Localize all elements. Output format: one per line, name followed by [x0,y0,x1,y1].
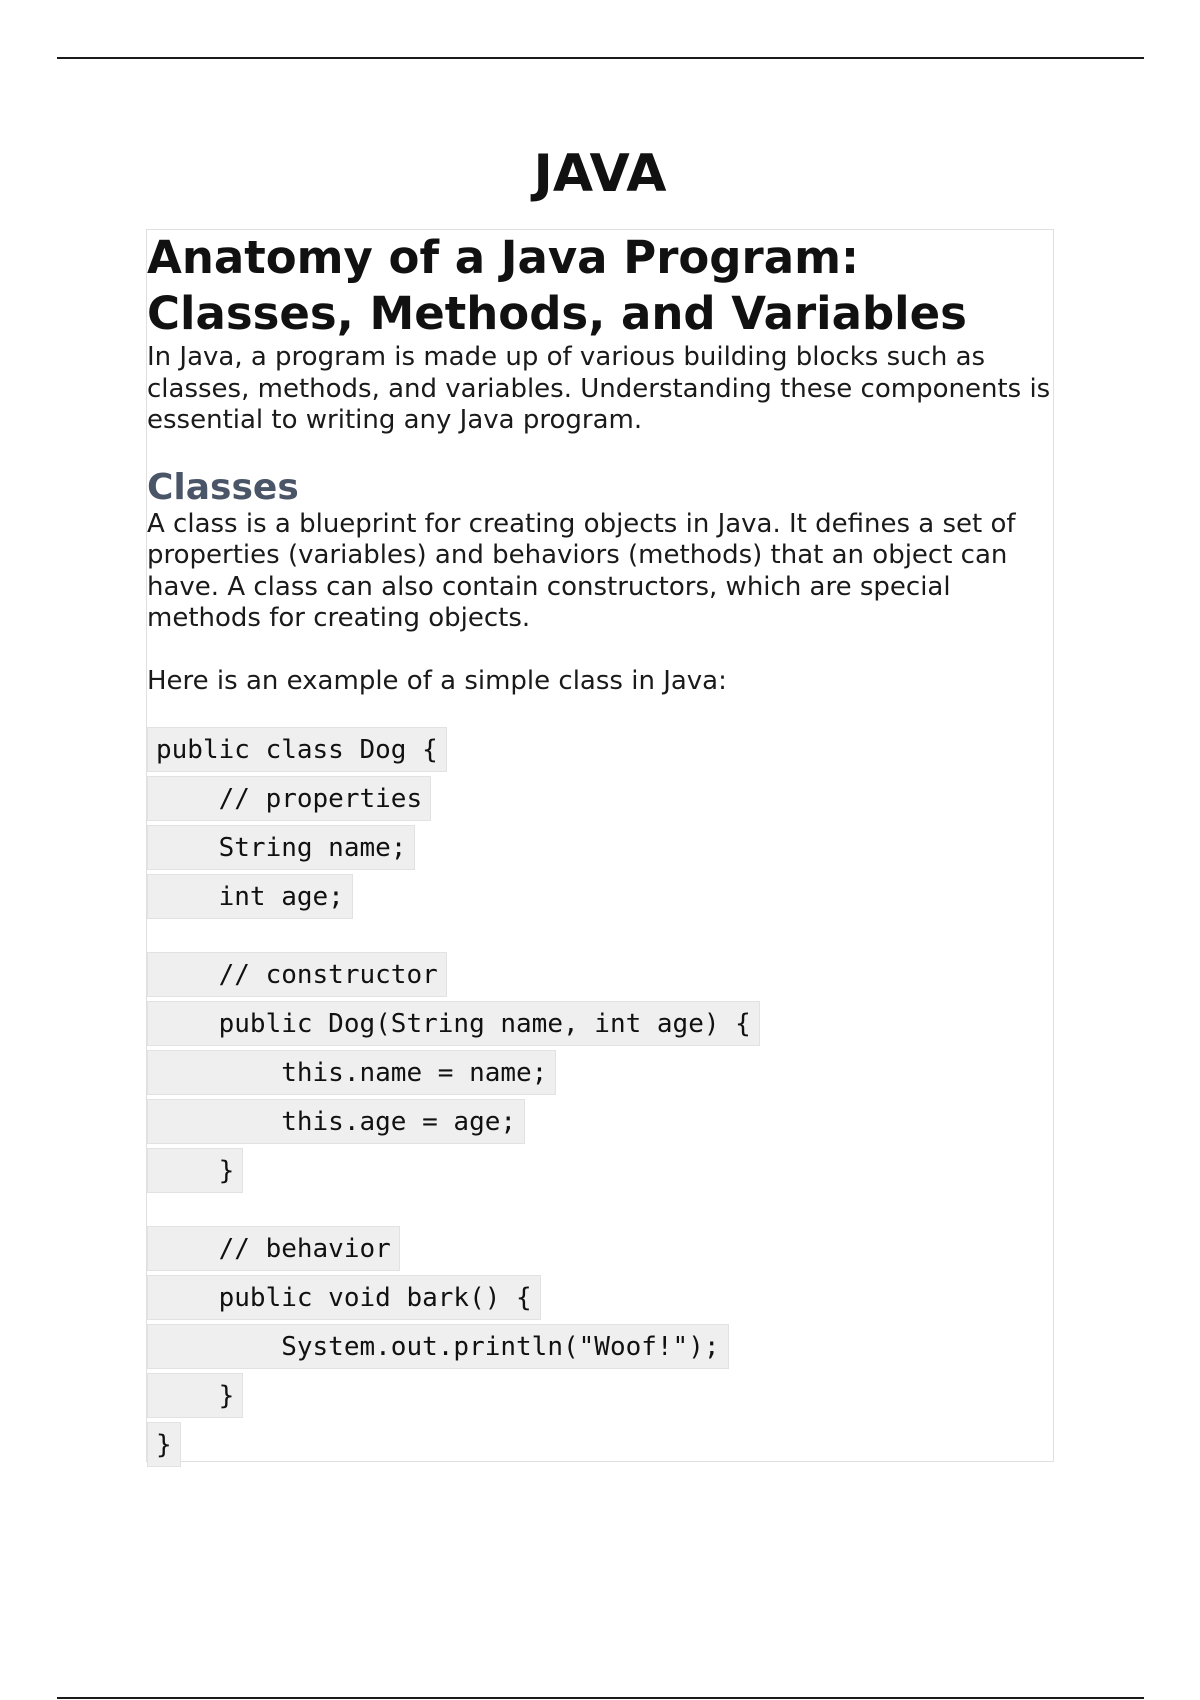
article-heading-line-2: Classes, Methods, and Variables [147,287,967,340]
code-line [147,874,1053,923]
section-heading-classes: Classes [147,466,299,508]
code-line-text: } [147,1148,243,1193]
document-title: JAVA [533,144,667,204]
code-line-text: this.name = name; [147,1050,556,1095]
example-intro: Here is an example of a simple class in Java: [147,665,727,696]
code-line [147,1422,1053,1471]
code-line-text: public void bark() { [147,1275,541,1320]
code-line-text: // behavior [147,1226,400,1271]
article-heading [147,230,1053,342]
code-line [147,1226,1053,1275]
code-line [147,727,1053,776]
code-line-text: System.out.println("Woof!"); [147,1324,729,1369]
classes-paragraph: A class is a blueprint for creating objects in Java. It defines a set of properties (variables) and behaviors (methods) that an object can have. A class can also contain constructors, which are special methods for creating objects. [147,508,1016,633]
code-line [147,1324,1053,1373]
code-line [147,1275,1053,1324]
code-line [147,1099,1053,1148]
code-line [147,952,1053,1001]
code-line-text: } [147,1373,243,1418]
intro-paragraph: In Java, a program is made up of various building blocks such as classes, methods, and variables. Understanding these components is essential to writing any Java program. [147,342,1051,435]
code-line-text: public Dog(String name, int age) { [147,1001,760,1046]
code-block [147,727,1053,1471]
code-line-text: } [147,1422,181,1467]
code-line [147,776,1053,825]
code-line [147,1197,1053,1226]
code-line [147,1001,1053,1050]
code-line [147,1050,1053,1099]
code-line [147,1148,1053,1197]
code-line-text: // constructor [147,952,447,997]
top-rule [57,57,1144,59]
code-line-text: this.age = age; [147,1099,525,1144]
bottom-rule [57,1697,1144,1699]
code-line-text: // properties [147,776,431,821]
code-line-text: int age; [147,874,353,919]
article-heading-line-1: Anatomy of a Java Program: [147,231,859,284]
code-line-text: public class Dog { [147,727,447,772]
code-line-text: String name; [147,825,415,870]
code-line [147,923,1053,952]
code-line [147,1373,1053,1422]
code-line [147,825,1053,874]
article-container [146,229,1054,1462]
